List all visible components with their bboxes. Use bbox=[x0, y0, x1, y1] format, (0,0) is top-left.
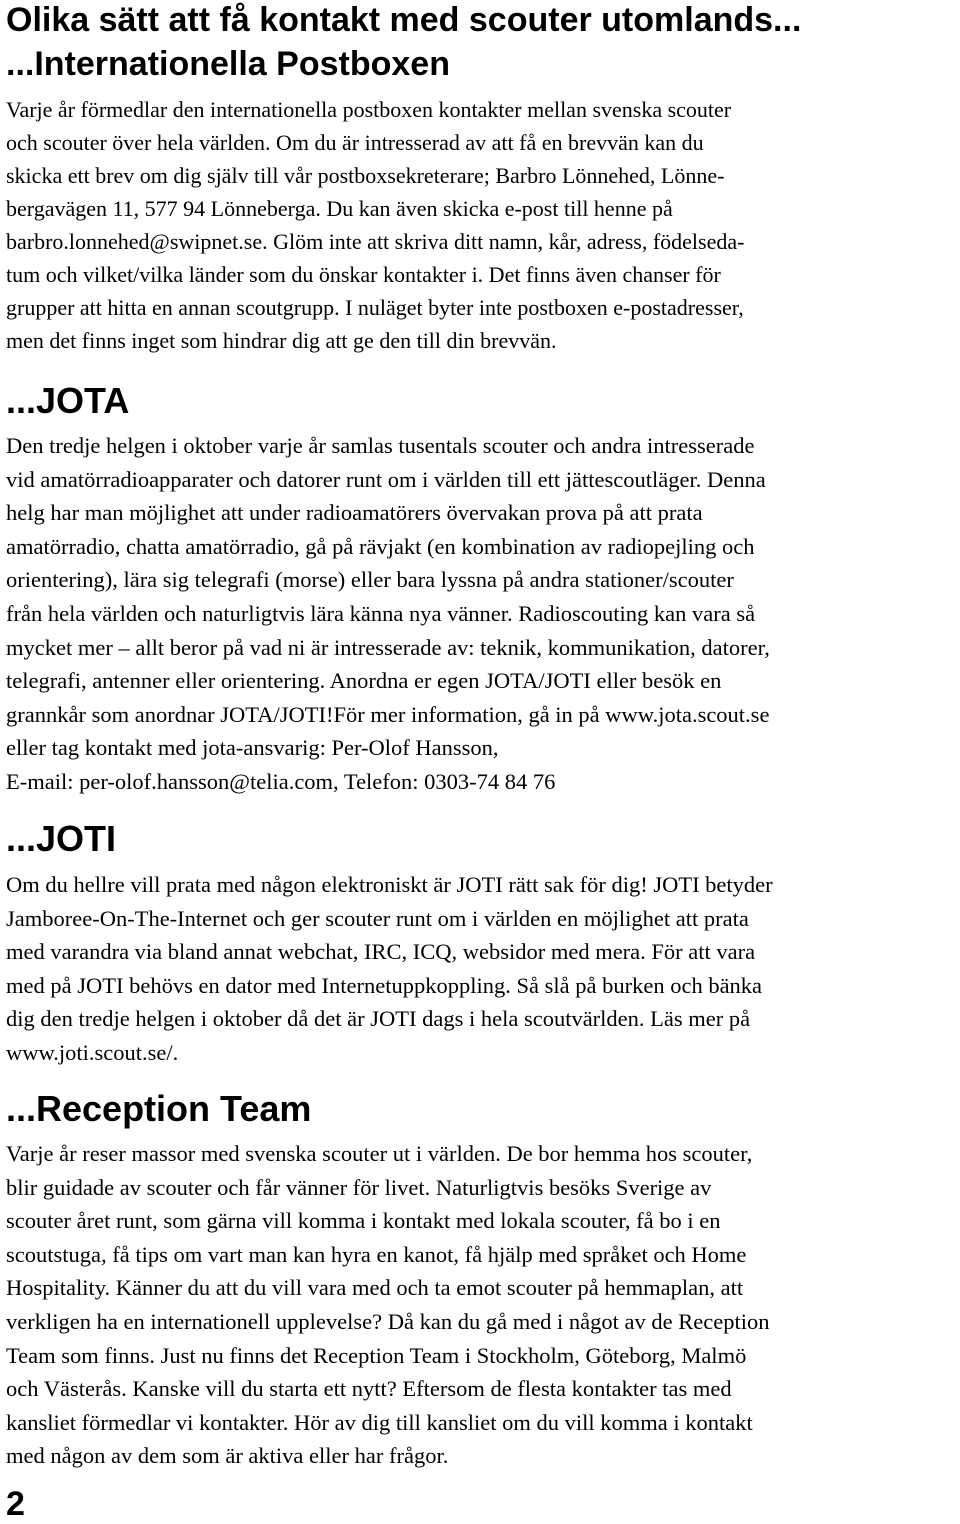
text-line: blir guidade av scouter och får vänner för livet. Naturligtvis besöks Sverige av bbox=[6, 1174, 712, 1200]
text-line: Jamboree-On-The-Internet och ger scouter runt om i världen en möjlighet att prata bbox=[6, 905, 749, 931]
text-line: eller tag kontakt med jota-ansvarig: Per-Olof Hansson, bbox=[6, 735, 499, 761]
text-line: mycket mer – allt beror på vad ni är intresserade av: teknik, kommunikation, datorer, bbox=[6, 634, 770, 660]
text-line: barbro.lonnehed@swipnet.se. Glöm inte att skriva ditt namn, kår, adress, födelseda- bbox=[6, 229, 745, 254]
text-line: med någon av dem som är aktiva eller har frågor. bbox=[6, 1443, 449, 1469]
text-line: vid amatörradioapparater och datorer runt om i världen till ett jättescoutläger. Denna bbox=[6, 466, 766, 492]
text-line: med varandra via bland annat webchat, IRC, ICQ, websidor med mera. För att vara bbox=[6, 939, 756, 965]
text-line: Den tredje helgen i oktober varje år samlas tusentals scouter och andra intresserade bbox=[6, 433, 755, 458]
jota-body bbox=[6, 429, 770, 799]
text-line: Varje år reser massor med svenska scouter ut i världen. De bor hemma hos scouter, bbox=[6, 1141, 753, 1166]
joti-body bbox=[6, 868, 773, 1070]
text-line: verkligen ha en internationell upplevelse? Då kan du gå med i något av de Reception bbox=[6, 1308, 770, 1334]
text-line: och Västerås. Kanske vill du starta ett nytt? Eftersom de flesta kontakter tas med bbox=[6, 1376, 732, 1402]
text-line: telegrafi, antenner eller orientering. Anordna er egen JOTA/JOTI eller besök en bbox=[6, 668, 722, 694]
text-line: scouter året runt, som gärna vill komma i kontakt med lokala scouter, få bo i en bbox=[6, 1208, 721, 1234]
text-line: E-mail: per-olof.hansson@telia.com, Telefon: 0303-74 84 76 bbox=[6, 768, 556, 794]
postboxen-body bbox=[6, 93, 744, 357]
text-line: tum och vilket/vilka länder som du önskar kontakter i. Det finns även chanser för bbox=[6, 262, 721, 287]
text-line: amatörradio, chatta amatörradio, gå på rävjakt (en kombination av radiopejling och bbox=[6, 533, 755, 559]
text-line: med på JOTI behövs en dator med Internetuppkoppling. Så slå på burken och bänka bbox=[6, 972, 763, 998]
text-line: kansliet förmedlar vi kontakter. Hör av dig till kansliet om du vill komma i kontakt bbox=[6, 1409, 753, 1435]
text-line: www.joti.scout.se/. bbox=[6, 1039, 179, 1065]
reception-heading: ...Reception Team bbox=[6, 1088, 312, 1129]
text-line: Hospitality. Känner du att du vill vara med och ta emot scouter på hemmaplan, att bbox=[6, 1275, 744, 1301]
text-line: dig den tredje helgen i oktober då det är JOTI dags i hela scoutvärlden. Läs mer på bbox=[6, 1006, 751, 1032]
text-line: skicka ett brev om dig själv till vår postboxsekreterare; Barbro Lönnehed, Lönne- bbox=[6, 163, 725, 188]
text-line: Varje år förmedlar den internationella postboxen kontakter mellan svenska scouter bbox=[6, 97, 732, 122]
title-line-1: Olika sätt att få kontakt med scouter utomlands... bbox=[6, 1, 802, 39]
text-line: men det finns inget som hindrar dig att ge den till din brevvän. bbox=[6, 328, 557, 353]
joti-heading: ...JOTI bbox=[6, 818, 117, 859]
text-line: Team som finns. Just nu finns det Reception Team i Stockholm, Göteborg, Malmö bbox=[6, 1342, 747, 1368]
page-number: 2 bbox=[6, 1485, 25, 1523]
jota-heading: ...JOTA bbox=[6, 380, 130, 421]
text-line: och scouter över hela världen. Om du är intresserad av att få en brevvän kan du bbox=[6, 130, 704, 155]
title-line-2: ...Internationella Postboxen bbox=[6, 45, 450, 83]
text-line: grupper att hitta en annan scoutgrupp. I nuläget byter inte postboxen e-postadresser, bbox=[6, 295, 744, 320]
text-line: orientering), lära sig telegrafi (morse) eller bara lyssna på andra stationer/scouter bbox=[6, 567, 734, 593]
text-line: helg har man möjlighet att under radioamatörers övervakan prova på att prata bbox=[6, 500, 703, 526]
page-title bbox=[6, 0, 801, 84]
text-line: bergavägen 11, 577 94 Lönneberga. Du kan även skicka e-post till henne på bbox=[6, 196, 673, 221]
text-line: från hela världen och naturligtvis lära känna nya vänner. Radioscouting kan vara så bbox=[6, 600, 756, 626]
text-line: Om du hellre vill prata med någon elektroniskt är JOTI rätt sak för dig! JOTI betyder bbox=[6, 872, 773, 897]
text-line: scoutstuga, få tips om vart man kan hyra en kanot, få hjälp med språket och Home bbox=[6, 1241, 747, 1267]
text-line: grannkår som anordnar JOTA/JOTI!För mer information, gå in på www.jota.scout.se bbox=[6, 701, 770, 727]
reception-body bbox=[6, 1137, 769, 1473]
